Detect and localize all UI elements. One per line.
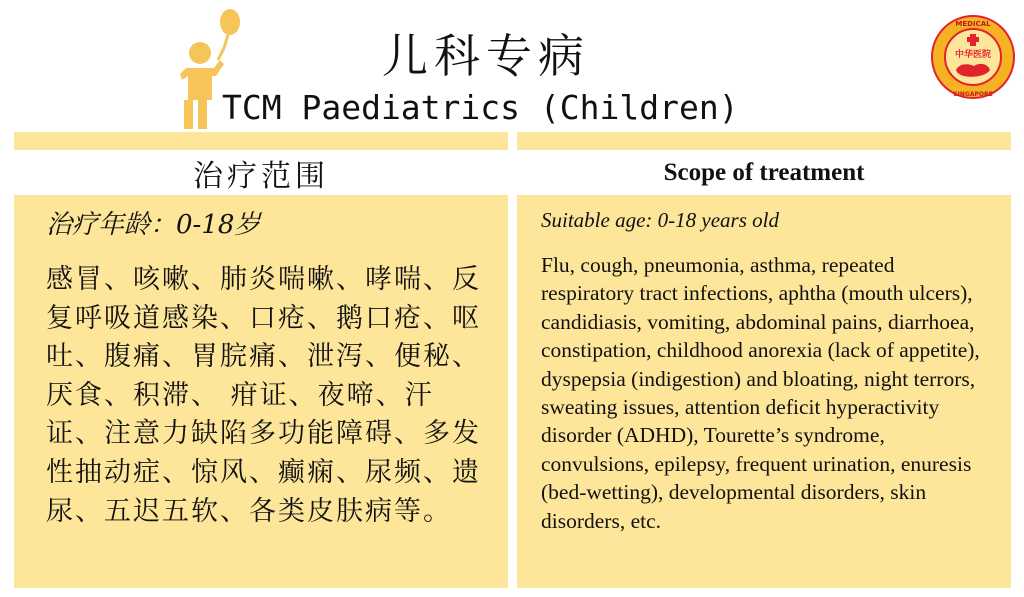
english-scope-panel xyxy=(517,195,1011,588)
institution-seal-icon xyxy=(930,14,1016,100)
chinese-scope-panel xyxy=(14,195,508,588)
age-range-english: Suitable age: 0-18 years old xyxy=(541,208,779,232)
left-top-bar xyxy=(14,132,508,150)
treatment-list-english: Flu, cough, pneumonia, asthma, repeated respiratory tract infections, aphtha (mouth ulcers), candidiasis, vomiting, abdominal pains, diarrhoea, constipation, childhood anorexia (lack of appetite), dyspepsia (indigestion) and bloating, night terrors, sweating issues, attention deficit hyperactivity disorder (ADHD), Tourette’s syndrome, convulsions, epilepsy, frequent urination, enuresis (bed-wetting), developmental disorders, skin disorders, etc. xyxy=(541,253,980,533)
svg-text:MEDICAL: MEDICAL xyxy=(955,20,991,28)
age-range-chinese: 治疗年龄：0-18岁 xyxy=(46,210,261,240)
treatment-list-chinese: 感冒、咳嗽、肺炎喘嗽、哮喘、反复呼吸道感染、口疮、鹅口疮、呕吐、腹痛、胃脘痛、泄泻、便秘、厌食、积滞、 疳证、夜啼、汗证、注意力缺陷多功能障碍、多发性抽动症、惊风、癫痫、尿频、遗尿、五迟五软、各类皮肤病等。 xyxy=(46,264,481,527)
page-title-chinese: 儿科专病 xyxy=(382,29,590,83)
page-title-english: TCM Paediatrics (Children) xyxy=(222,88,739,127)
right-top-bar xyxy=(517,132,1011,150)
seal-center-text: 中华医院 xyxy=(954,50,992,60)
left-header: 治疗范围 xyxy=(193,159,329,194)
svg-text:SINGAPORE: SINGAPORE xyxy=(953,91,993,98)
right-header: Scope of treatment xyxy=(663,159,865,186)
